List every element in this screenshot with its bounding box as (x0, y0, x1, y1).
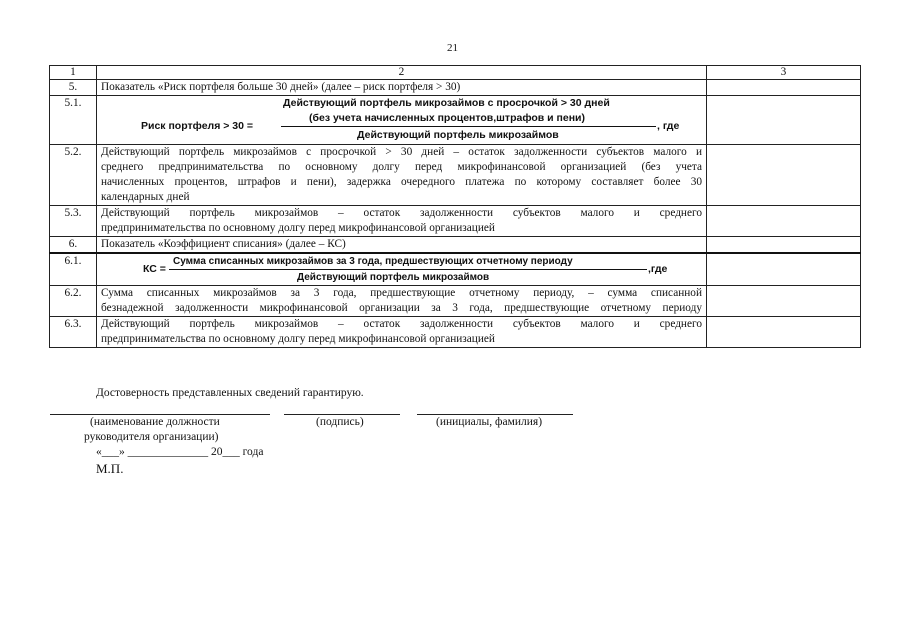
position-label-continued: руководителя организации) (84, 431, 219, 443)
initials-label: (инициалы, фамилия) (436, 416, 543, 428)
formula-lhs: КС = (143, 263, 166, 275)
column-1-header: 1 (50, 66, 97, 80)
formula-suffix: , где (657, 120, 680, 132)
table-row-5 (50, 80, 861, 96)
table-row-5-1 (50, 96, 861, 145)
row-value-cell (707, 253, 861, 286)
text-line: предпринимательства по основному долгу перед микрофинансовой организацией (101, 222, 495, 234)
row-value-cell (707, 317, 861, 348)
stamp-placeholder: М.П. (96, 461, 124, 476)
position-label: (наименование должности (90, 416, 220, 428)
write-off-ratio-formula (101, 254, 702, 285)
row-number: 5.3. (50, 206, 97, 237)
text-line: Действующий портфель микрозаймов – остаток задолженности субъектов малого и среднего (101, 207, 702, 219)
text-line: Действующий портфель микрозаймов с просрочкой > 30 дней – остаток задолженности субъектов малого и (101, 146, 702, 158)
row-value-cell (707, 96, 861, 145)
table-row-6-2 (50, 286, 861, 317)
formula-cell (97, 96, 707, 145)
column-2-header: 2 (97, 66, 707, 80)
row-value-cell (707, 206, 861, 237)
text-line: календарных дней (101, 191, 190, 203)
guarantee-statement: Достоверность представленных сведений гарантирую. (96, 387, 364, 399)
formula-denominator: Действующий портфель микрозаймов (297, 272, 490, 283)
row-number: 6. (50, 237, 97, 254)
formula-numerator-note: (без учета начисленных процентов,штрафов и пени) (309, 112, 586, 124)
text-line: безнадежной задолженности микрофинансовой организации за 3 года, предшествующие отчетному периоду (101, 302, 702, 314)
table-row-5-2 (50, 145, 861, 206)
row-text (97, 286, 707, 317)
page-number: 21 (447, 42, 458, 54)
row-number: 6.1. (50, 253, 97, 286)
position-signature-line (50, 414, 270, 415)
fraction-bar (281, 126, 656, 127)
table-row-6-3 (50, 317, 861, 348)
text-line: среднего предпринимательства по основному долгу перед микрофинансовой организацией (без учета (101, 161, 702, 173)
formula-suffix: ,где (648, 263, 668, 275)
row-text (97, 145, 707, 206)
row-value-cell (707, 237, 861, 254)
row-text (97, 317, 707, 348)
table-row-6-1 (50, 253, 861, 286)
text-line: Сумма списанных микрозаймов за 3 года, предшествующие отчетному периоду, – сумма списанной (101, 287, 702, 299)
row-number: 5. (50, 80, 97, 96)
formula-lhs: Риск портфеля > 30 = (141, 120, 254, 132)
table-row-6 (50, 237, 861, 254)
row-text: Показатель «Коэффициент списания» (далее – КС) (97, 237, 707, 254)
indicators-table (49, 65, 861, 348)
text-line: начисленных процентов, штрафов и пени), задержка очередного платежа по которому составляет более 30 (101, 176, 702, 188)
row-number: 6.2. (50, 286, 97, 317)
formula-numerator: Действующий портфель микрозаймов с просрочкой > 30 дней (283, 97, 610, 109)
row-number: 5.1. (50, 96, 97, 145)
table-row-5-3 (50, 206, 861, 237)
column-3-header: 3 (707, 66, 861, 80)
row-value-cell (707, 80, 861, 96)
table-header-row (50, 66, 861, 80)
initials-signature-line (417, 414, 573, 415)
formula-numerator: Сумма списанных микрозаймов за 3 года, предшествующих отчетному периоду (173, 256, 573, 267)
row-number: 5.2. (50, 145, 97, 206)
text-line: Действующий портфель микрозаймов – остаток задолженности субъектов малого и среднего (101, 318, 702, 330)
formula-denominator: Действующий портфель микрозаймов (357, 129, 559, 141)
formula-cell (97, 253, 707, 286)
row-value-cell (707, 286, 861, 317)
signature-line (284, 414, 400, 415)
signature-label: (подпись) (316, 416, 364, 428)
row-text: Показатель «Риск портфеля больше 30 дней» (далее – риск портфеля > 30) (97, 80, 707, 96)
date-line: «___» ______________ 20___ года (96, 446, 264, 458)
row-number: 6.3. (50, 317, 97, 348)
row-text (97, 206, 707, 237)
text-line: предпринимательства по основному долгу перед микрофинансовой организацией (101, 333, 495, 345)
row-value-cell (707, 145, 861, 206)
portfolio-risk-formula (101, 96, 702, 144)
